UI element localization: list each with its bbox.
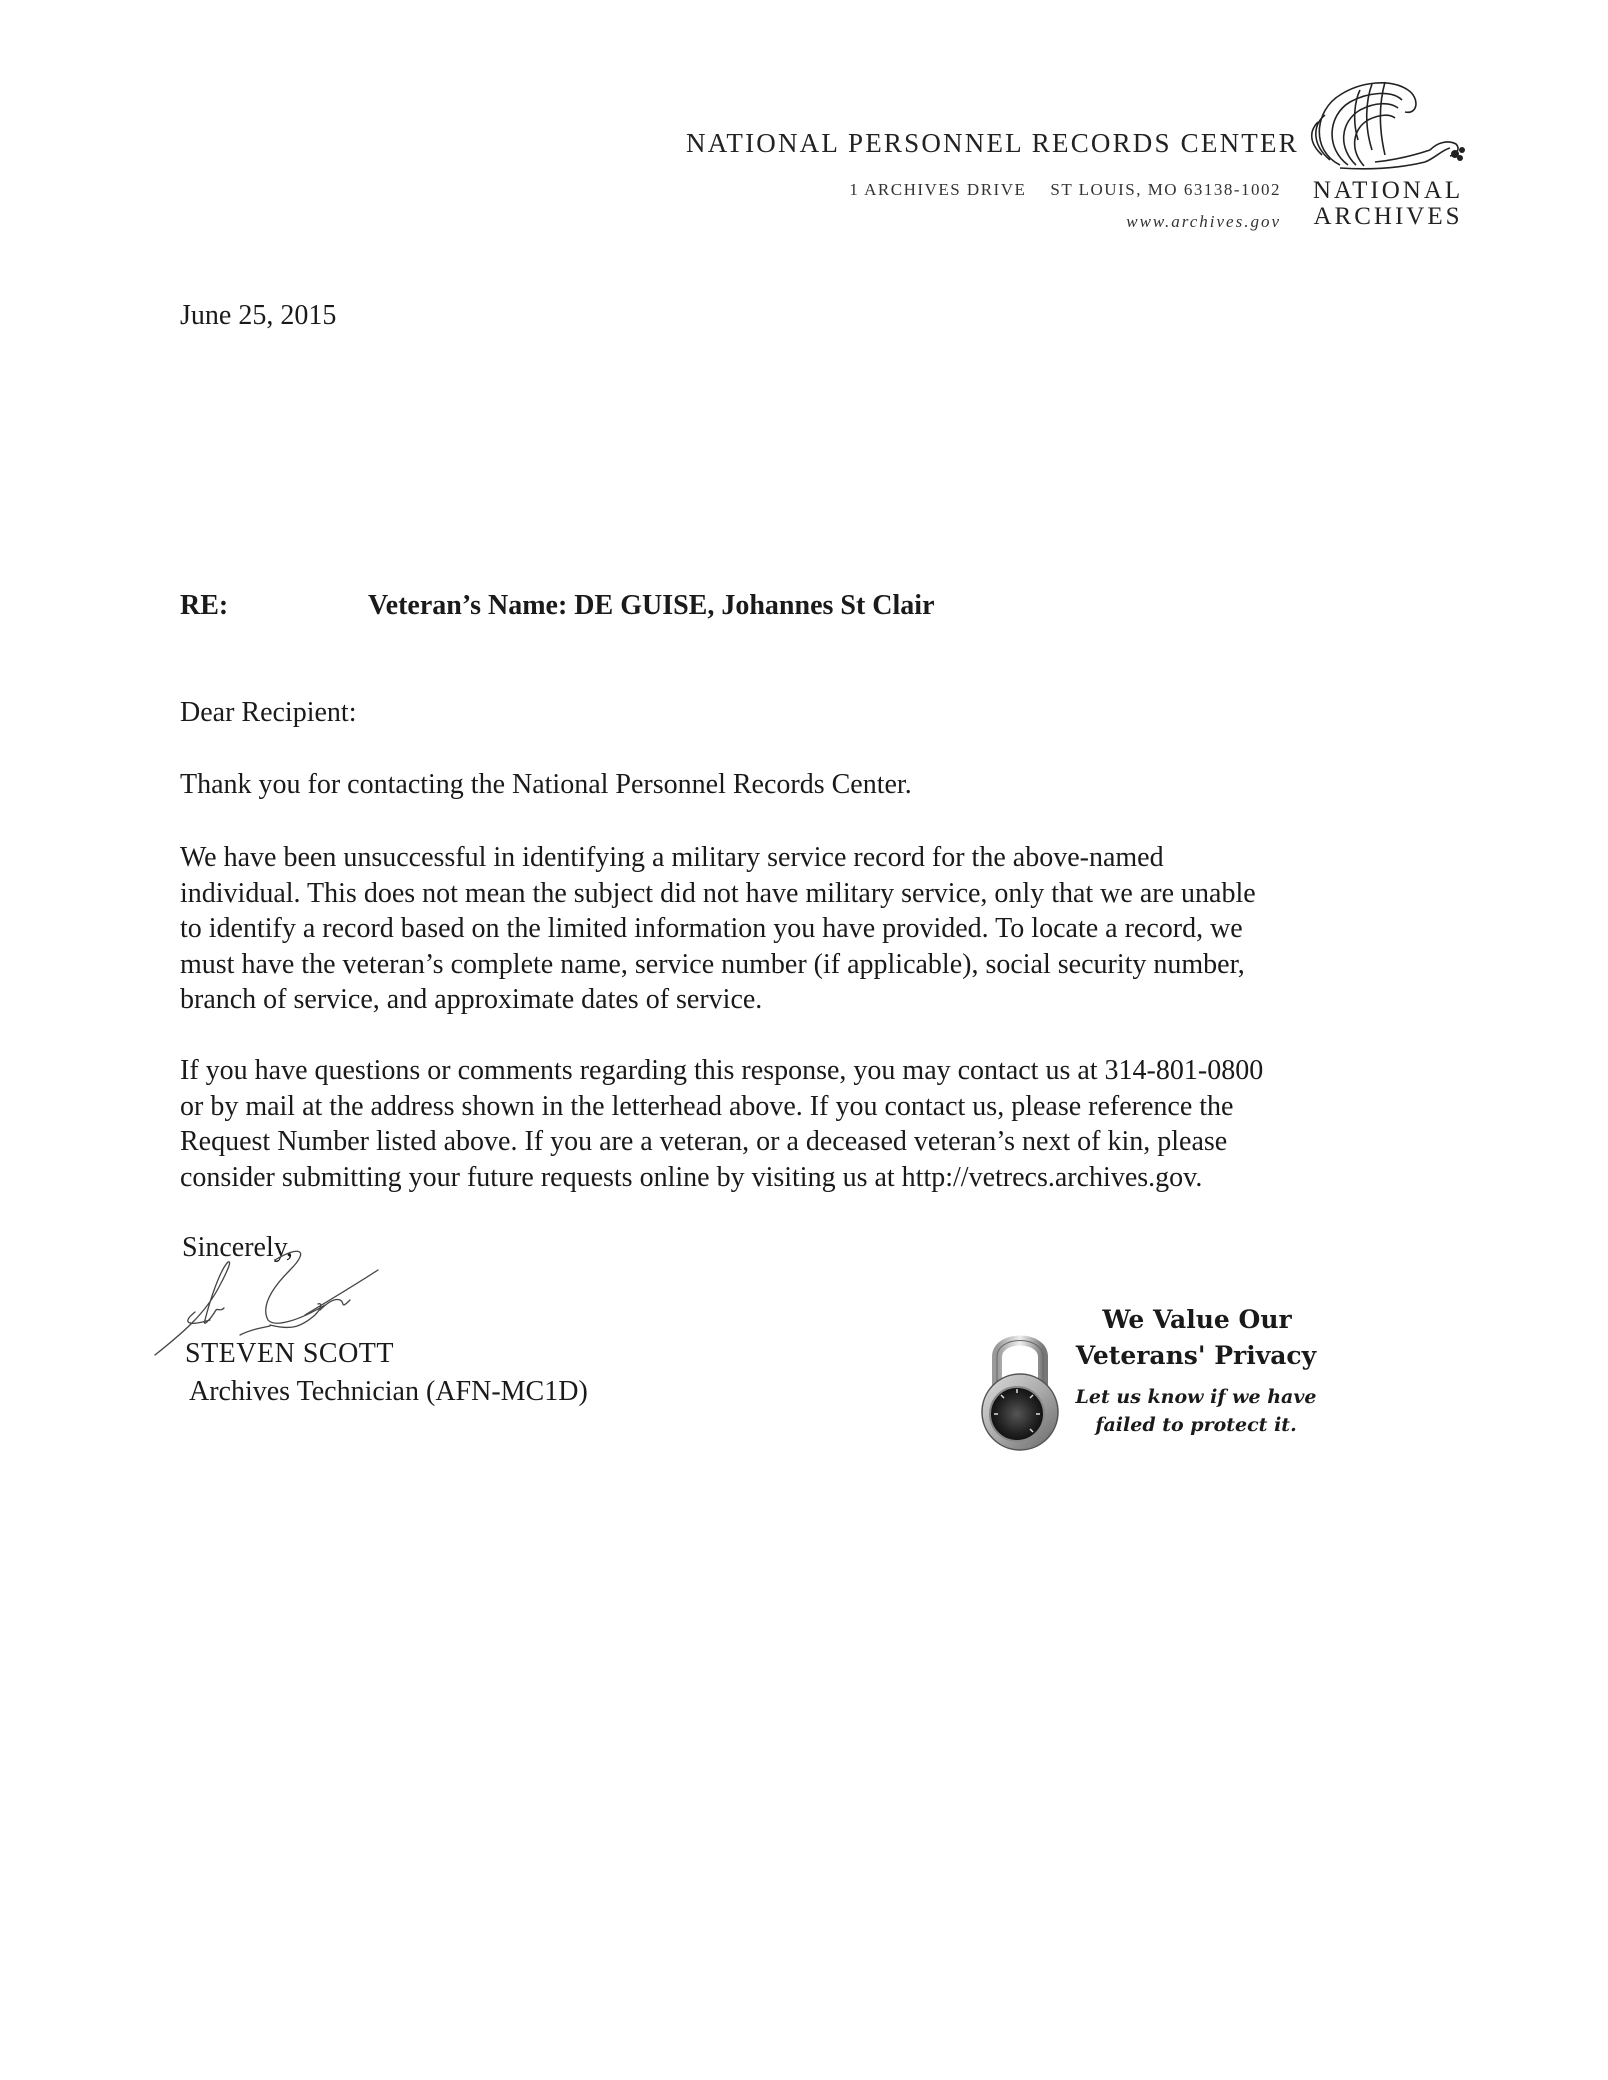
eagle-wave-icon <box>1300 70 1470 180</box>
paragraph-line: must have the veteran’s complete name, service number (if applicable), social security number, <box>180 948 1245 980</box>
re-veteran-name: Veteran’s Name: DE GUISE, Johannes St Clair <box>368 590 935 621</box>
greeting: Dear Recipient: <box>180 697 357 728</box>
logo-text-archives: ARCHIVES <box>1313 203 1463 230</box>
letter-date: June 25, 2015 <box>180 300 337 331</box>
letterhead-street: 1 ARCHIVES DRIVE <box>849 180 1027 199</box>
signer-title: Archives Technician (AFN-MC1D) <box>189 1376 588 1407</box>
paragraph-line: individual. This does not mean the subject did not have military service, only that we are unable <box>180 877 1256 909</box>
closing: Sincerely, <box>182 1232 293 1263</box>
paragraph-contact <box>180 1053 1410 1195</box>
paragraph-line: We have been unsuccessful in identifying a military service record for the above-named <box>180 842 1164 873</box>
logo-wordmark <box>1308 178 1468 230</box>
badge-heading-line2: Veterans' Privacy <box>1075 1341 1317 1370</box>
paragraph-thanks <box>180 767 1410 803</box>
badge-subtext-line1: Let us know if we have <box>1075 1386 1317 1408</box>
paragraph-line: If you have questions or comments regarding this response, you may contact us at 314-801-0800 <box>180 1055 1264 1086</box>
letterhead-organization: NATIONAL PERSONNEL RECORDS CENTER <box>686 128 1299 158</box>
paragraph-line: consider submitting your future requests online by visiting us at http://vetrecs.archives.gov. <box>180 1161 1203 1193</box>
logo-text-national: NATIONAL <box>1312 177 1464 204</box>
letterhead-website: www.archives.gov <box>1126 212 1281 231</box>
padlock-icon <box>975 1327 1065 1452</box>
paragraph-line: to identify a record based on the limited information you have provided. To locate a record, we <box>180 913 1243 944</box>
letterhead-address <box>849 180 1281 200</box>
badge-subtext-line2: failed to protect it. <box>1095 1414 1297 1436</box>
paragraph-unsuccessful <box>180 840 1410 1018</box>
signer-name: STEVEN SCOTT <box>185 1338 394 1369</box>
paragraph-line: or by mail at the address shown in the letterhead above. If you contact us, please reference the <box>180 1090 1234 1122</box>
badge-heading-line1: We Value Our <box>1102 1305 1292 1334</box>
letterhead-city: ST LOUIS, MO 63138-1002 <box>1050 180 1281 199</box>
badge-subtext <box>1071 1383 1321 1439</box>
paragraph-line: Request Number listed above. If you are a veteran, or a deceased veteran’s next of kin, please <box>180 1126 1228 1157</box>
privacy-badge <box>975 1305 1320 1455</box>
paragraph-line: branch of service, and approximate dates of service. <box>180 984 763 1015</box>
paragraph-line: Thank you for contacting the National Personnel Records Center. <box>180 769 912 800</box>
re-label: RE: <box>180 590 229 621</box>
